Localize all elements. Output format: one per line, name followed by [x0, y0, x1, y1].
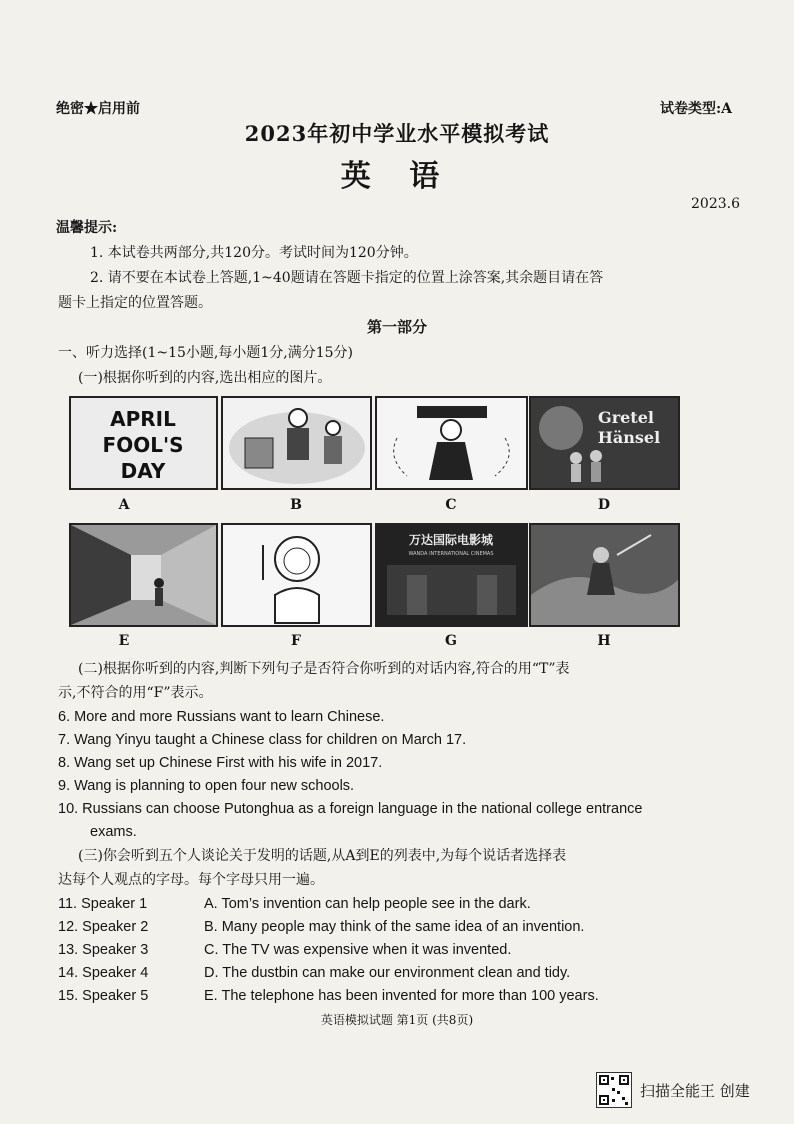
caption-e: E [118, 633, 130, 649]
question-10-cont: exams. [90, 824, 137, 840]
exam-title: 2023年初中学业水平模拟考试 [244, 121, 550, 146]
sub-section-2-instruction: (二)根据你听到的内容,判断下列句子是否符合你听到的对话内容,符合的用“T”表 [78, 661, 570, 677]
paper-type-label: 试卷类型:A [659, 101, 732, 117]
option-a: A. Tom’s invention can help people see in the dark. [204, 896, 531, 912]
sub-section-2-instruction-cont: 示,不符合的用“F”表示。 [58, 685, 213, 701]
notice-item-1: 1. 本试卷共两部分,共120分。考试时间为120分钟。 [90, 245, 418, 261]
question-10: 10. Russians can choose Putonghua as a foreign language in the national college entrance [58, 801, 643, 817]
question-6: 6. More and more Russians want to learn Chinese. [58, 709, 385, 725]
confidential-label: 绝密★启用前 [56, 101, 140, 117]
question-9: 9. Wang is planning to open four new schools. [58, 778, 355, 794]
caption-c: C [445, 497, 457, 513]
picture-d [529, 396, 680, 490]
exam-date: 2023.6 [691, 196, 740, 212]
notice-item-2-cont: 题卡上指定的位置答题。 [58, 295, 212, 311]
option-e: E. The telephone has been invented for more than 100 years. [204, 988, 599, 1004]
speaker-1: 11. Speaker 1 [58, 896, 148, 912]
picture-e [69, 523, 218, 627]
page-footer: 英语模拟试题 第1页 (共8页) [320, 1013, 474, 1027]
part-one-title: 第一部分 [366, 318, 427, 336]
picture-b [221, 396, 372, 490]
option-c: C. The TV was expensive when it was invented. [204, 942, 512, 958]
option-d: D. The dustbin can make our environment clean and tidy. [204, 965, 571, 981]
speaker-4: 14. Speaker 4 [58, 965, 149, 981]
picture-g [375, 523, 528, 627]
wanda-cn-text: 万达国际电影城 [408, 533, 494, 547]
question-7: 7. Wang Yinyu taught a Chinese class for children on March 17. [58, 732, 467, 748]
speaker-3: 13. Speaker 3 [58, 942, 149, 958]
option-b: B. Many people may think of the same idea of an invention. [204, 919, 585, 935]
speaker-2: 12. Speaker 2 [58, 919, 149, 935]
sub-section-3-instruction: (三)你会听到五个人谈论关于发明的话题,从A到E的列表中,为每个说话者选择表 [78, 848, 567, 864]
notice-item-2: 2. 请不要在本试卷上答题,1~40题请在答题卡指定的位置上涂答案,其余题目请在答 [90, 270, 604, 286]
fools-text: FOOL'S [102, 433, 184, 457]
caption-f: F [291, 633, 301, 649]
sub-section-1-instruction: (一)根据你听到的内容,选出相应的图片。 [78, 370, 332, 386]
picture-h [529, 523, 680, 627]
hansel-text: Hänsel [597, 428, 661, 447]
gretel-text: Gretel [598, 408, 654, 427]
notice-label: 温馨提示: [56, 220, 118, 236]
wanda-en-text: WANDA INTERNATIONAL CINEMAS [408, 551, 494, 557]
april-text: APRIL [110, 407, 176, 431]
caption-h: H [597, 633, 611, 649]
day-text: DAY [120, 459, 166, 483]
caption-g: G [445, 633, 457, 649]
picture-a [69, 396, 218, 490]
picture-f [221, 523, 372, 627]
caption-b: B [290, 497, 302, 513]
picture-c [375, 396, 528, 490]
caption-d: D [597, 497, 611, 513]
caption-a: A [118, 497, 130, 513]
scanner-watermark: 扫描全能王 创建 [640, 1082, 750, 1100]
question-8: 8. Wang set up Chinese First with his wife in 2017. [58, 755, 383, 771]
qr-code-icon [596, 1072, 632, 1108]
speaker-5: 15. Speaker 5 [58, 988, 149, 1004]
subject-title: 英 语 [340, 159, 454, 194]
sub-section-3-instruction-cont: 达每个人观点的字母。每个字母只用一遍。 [58, 872, 324, 888]
section-listening-title: 一、听力选择(1~15小题,每小题1分,满分15分) [58, 345, 353, 361]
